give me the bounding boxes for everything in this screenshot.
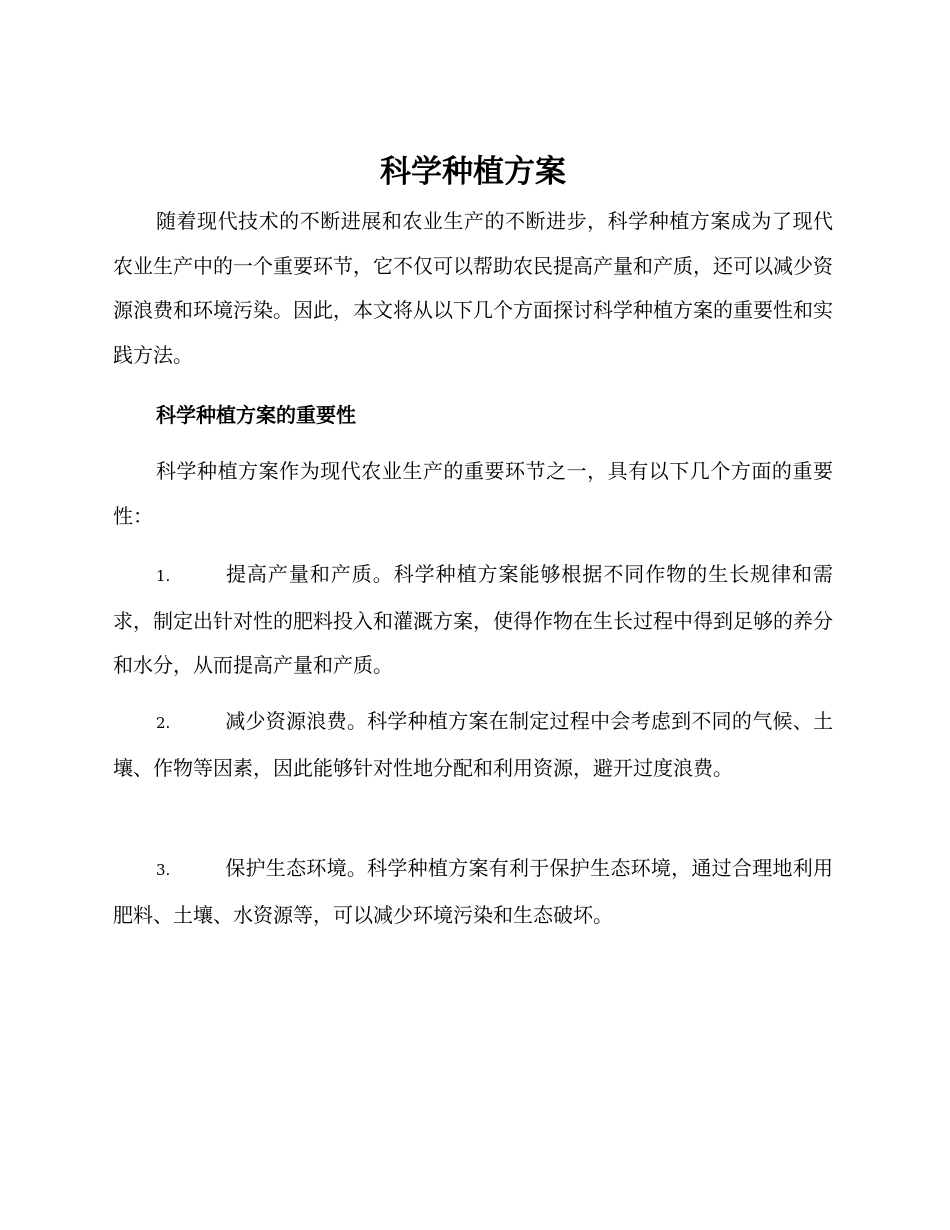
list-item (113, 699, 833, 790)
list-item-text: 减少资源浪费。科学种植方案在制定过程中会考虑到不同的气候、土壤、作物等因素，因此能够针对性地分配和利用资源，避开过度浪费。 (113, 709, 833, 780)
list-item-number: 3. (156, 861, 171, 879)
section-heading: 科学种植方案的重要性 (156, 403, 356, 427)
list-item-text: 提高产量和产质。科学种植方案能够根据不同作物的生长规律和需求，制定出针对性的肥料投入和灌溉方案，使得作物在生长过程中得到足够的养分和水分，从而提高产量和产质。 (113, 562, 833, 677)
list-item-number: 2. (156, 714, 171, 732)
list-item-text: 保护生态环境。科学种植方案有利于保护生态环境，通过合理地利用肥料、土壤、水资源等，可以减少环境污染和生态破坏。 (113, 856, 833, 927)
list-item (113, 846, 833, 937)
list-item-number: 1. (156, 567, 171, 585)
document-title: 科学种植方案 (380, 154, 566, 190)
list-item (113, 552, 833, 688)
intro-paragraph: 随着现代技术的不断进展和农业生产的不断进步，科学种植方案成为了现代农业生产中的一个重要环节，它不仅可以帮助农民提高产量和产质，还可以减少资源浪费和环境污染。因此，本文将从以下几个方面探讨科学种植方案的重要性和实践方法。 (113, 209, 833, 367)
section-lead-paragraph: 科学种植方案作为现代农业生产的重要环节之一，具有以下几个方面的重要性： (113, 459, 833, 528)
